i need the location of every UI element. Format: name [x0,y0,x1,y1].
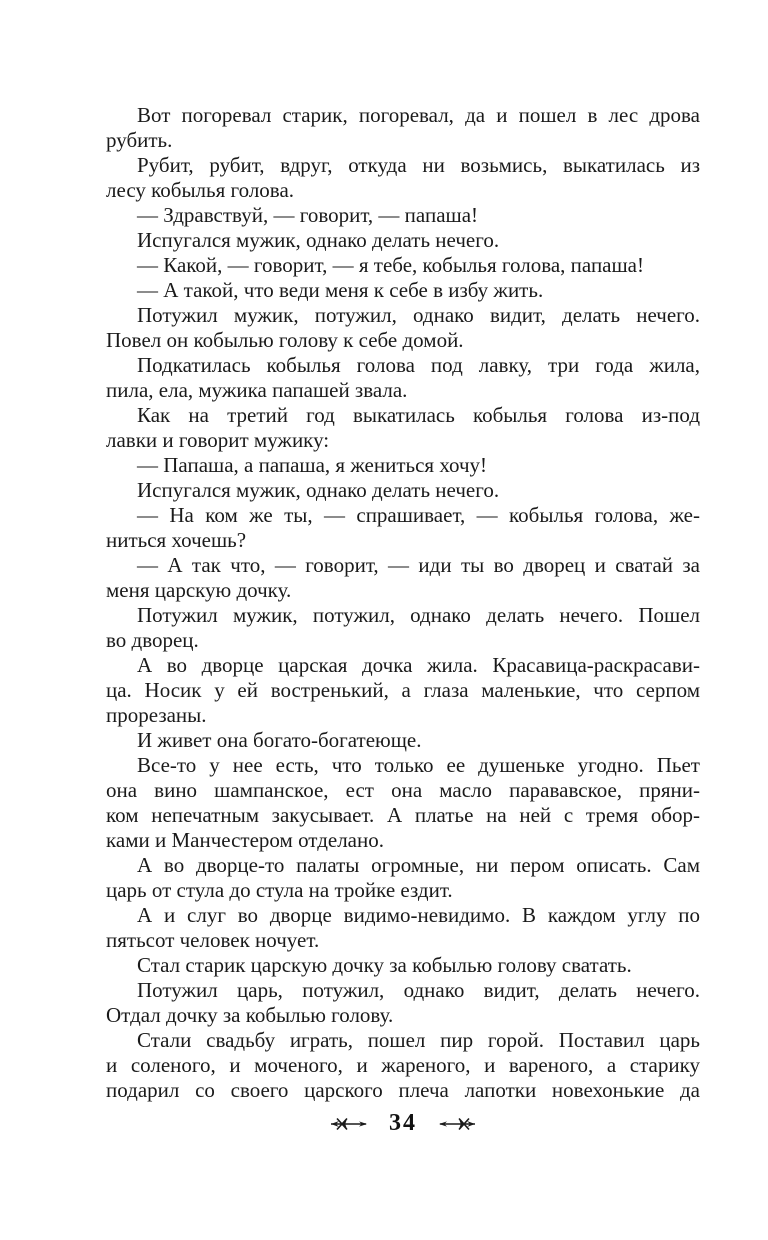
text-line: Испугался мужик, однако делать нечего. [137,478,500,502]
text-line: ца. Носик у ей востренький, а глаза маленькие, что серпом [106,678,700,702]
text-line: пятьсот человек ночует. [106,928,320,952]
text-line: во дворец. [106,628,199,652]
text-block [106,103,700,1103]
text-line: Потужил царь, потужил, однако видит, делать нечего. [137,978,700,1002]
text-line: лавки и говорит мужику: [106,428,330,452]
page-footer [106,1110,700,1137]
text-line: А во дворце царская дочка жила. Красавица-раскрасави- [137,653,700,677]
text-line: А во дворце-то палаты огромные, ни пером описать. Сам [137,853,700,877]
text-line: царь от стула до стула на тройке ездит. [106,878,453,902]
text-line: лесу кобылья голова. [106,178,295,202]
text-line: пила, ела, мужика папашей звала. [106,378,408,402]
text-line: Все-то у нее есть, что только ее душеньке угодно. Пьет [137,753,700,777]
page-number: 34 [389,1110,417,1136]
text-line: Испугался мужик, однако делать нечего. [137,228,500,252]
text-line: Стали свадьбу играть, пошел пир горой. Поставил царь [137,1028,700,1052]
text-line: — А так что, — говорит, — иди ты во дворец и сватай за [137,553,700,577]
text-line: подарил со своего царского плеча лапотки новехонькие да [106,1078,700,1102]
text-line: Подкатилась кобылья голова под лавку, три года жила, [137,353,700,377]
text-line: Потужил мужик, потужил, однако делать нечего. Пошел [137,603,700,627]
text-line: она вино шампанское, ест она масло парававское, пряни- [106,778,700,802]
text-line: Отдал дочку за кобылью голову. [106,1003,394,1027]
text-line: — Здравствуй, — говорит, — папаша! [137,203,479,227]
text-line: А и слуг во дворце видимо-невидимо. В каждом углу по [137,903,700,927]
text-line: прорезаны. [106,703,207,727]
text-line: ком непечатным закусывает. А платье на ней с тремя обор- [106,803,700,827]
text-line: Как на третий год выкатилась кобылья голова из-под [137,403,700,427]
text-line: меня царскую дочку. [106,578,292,602]
arrow-leaf-ornament-right-icon [437,1116,477,1132]
arrow-leaf-ornament-left-icon [329,1116,369,1132]
text-line: — А такой, что веди меня к себе в избу жить. [137,278,544,302]
text-line: Вот погоревал старик, погоревал, да и пошел в лес дрова [137,103,700,127]
text-line: ниться хочешь? [106,528,247,552]
text-line: рубить. [106,128,173,152]
text-line: — На ком же ты, — спрашивает, — кобылья голова, же- [137,503,700,527]
text-line: — Папаша, а папаша, я жениться хочу! [137,453,488,477]
text-line: — Какой, — говорит, — я тебе, кобылья голова, папаша! [137,253,644,277]
text-line: ками и Манчестером отделано. [106,828,384,852]
text-line: и соленого, и моченого, и жареного, и вареного, а старику [106,1053,700,1077]
text-line: Стал старик царскую дочку за кобылью голову сватать. [137,953,632,977]
text-line: Потужил мужик, потужил, однако видит, делать нечего. [137,303,700,327]
text-line: И живет она богато-богатеюще. [137,728,422,752]
text-line: Рубит, рубит, вдруг, откуда ни возьмись, выкатилась из [137,153,700,177]
text-line: Повел он кобылью голову к себе домой. [106,328,464,352]
